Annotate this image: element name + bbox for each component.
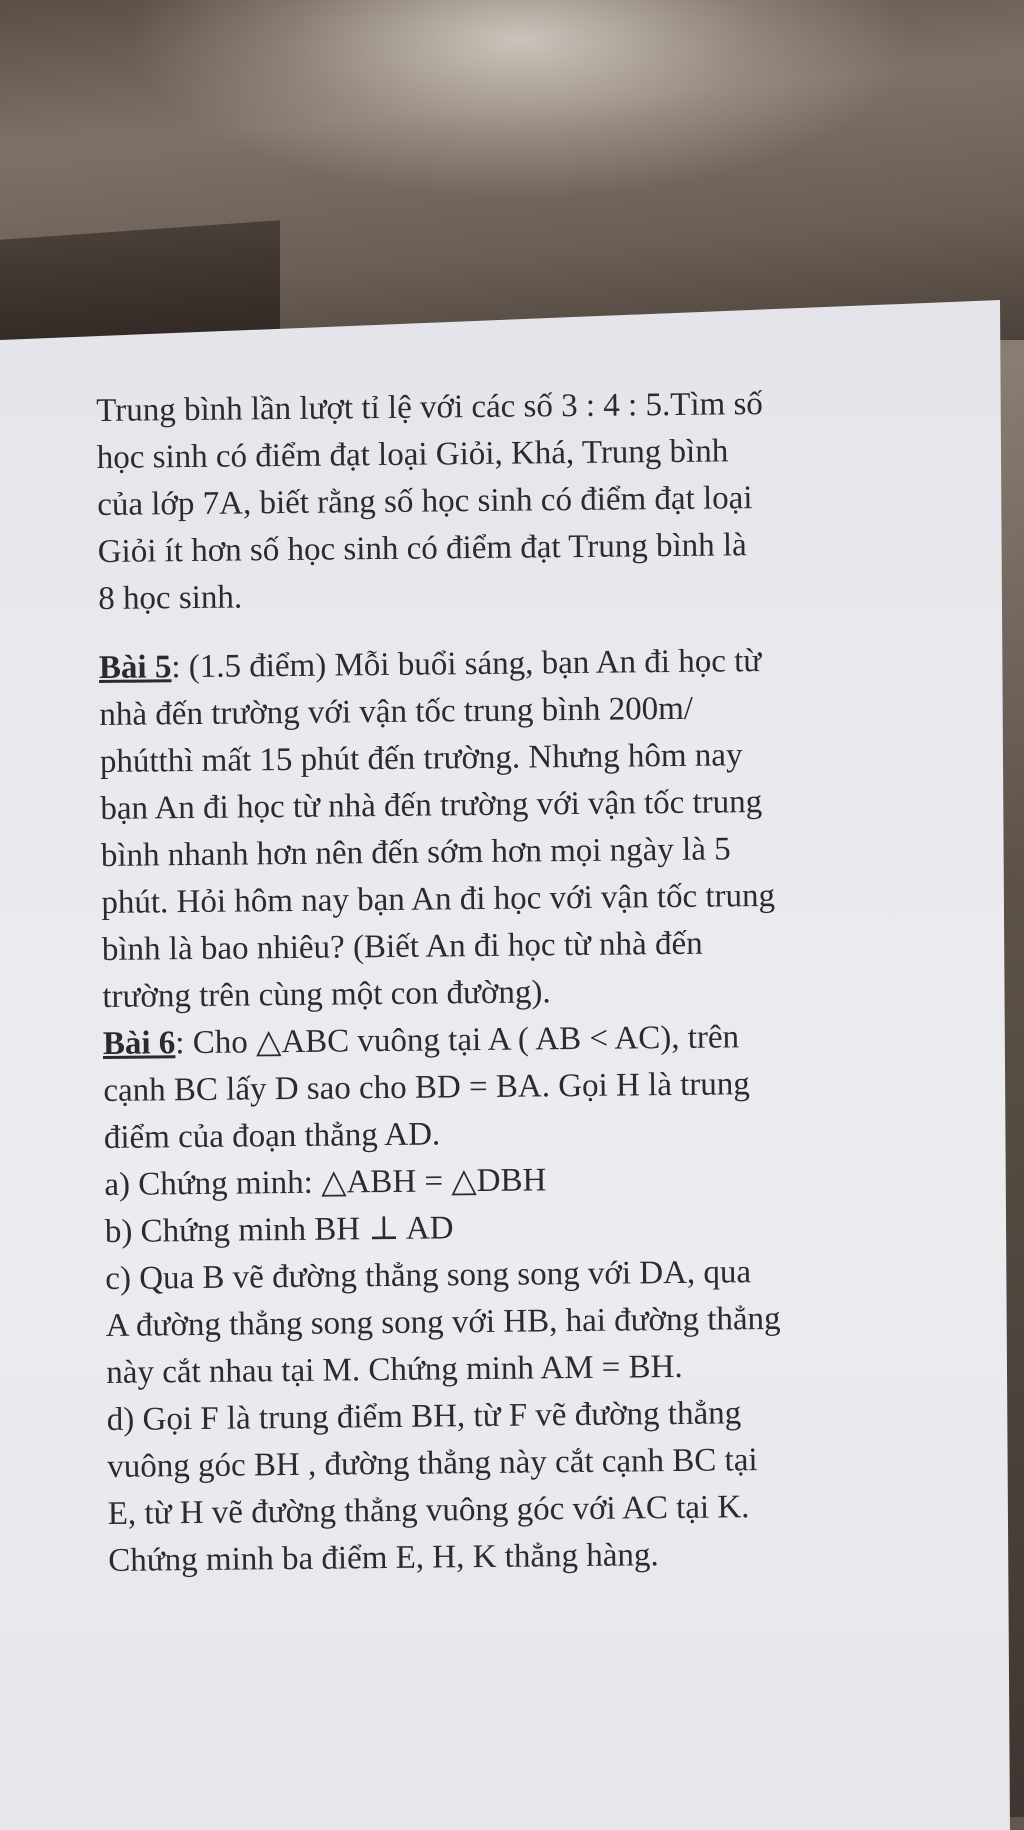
text-line: b) Chứng minh BH ⊥ AD	[104, 1210, 454, 1250]
text-line: điểm của đoạn thẳng AD.	[103, 1116, 441, 1156]
text-line: nhà đến trường với vận tốc trung bình 200m/	[99, 690, 694, 733]
text-line: học sinh có điểm đạt loại Giỏi, Khá, Trung bình	[96, 433, 729, 476]
background-shadow	[0, 220, 280, 350]
text-line: Trung bình lần lượt tỉ lệ với các số 3 : 4 : 5.Tìm số	[96, 386, 764, 429]
text-line: cạnh BC lấy D sao cho BD = BA. Gọi H là trung	[103, 1066, 750, 1109]
text-line: a) Chứng minh: △ABH = △DBH	[104, 1162, 547, 1203]
exercise-5-label: Bài 5	[98, 649, 172, 686]
part-d	[107, 1388, 955, 1585]
exercise-5	[99, 636, 949, 1021]
text-line: A đường thẳng song song với HB, hai đường thẳng	[105, 1300, 781, 1344]
exercise-5-text: : (1.5 điểm) Mỗi buổi sáng, bạn An đi học từ	[171, 643, 762, 686]
exercise-6-label: Bài 6	[102, 1025, 176, 1062]
exercise-6	[103, 1012, 955, 1585]
part-c	[105, 1247, 952, 1397]
text-line: c) Qua B vẽ đường thẳng song song với DA, qua	[105, 1254, 752, 1297]
text-line: bình là bao nhiêu? (Biết An đi học từ nhà đến	[101, 925, 703, 968]
text-line: 8 học sinh.	[98, 579, 243, 617]
text-line: Chứng minh ba điểm E, H, K thẳng hàng.	[108, 1537, 659, 1579]
text-line: phútthì mất 15 phút đến trường. Nhưng hôm nay	[99, 737, 743, 780]
text-line: này cắt nhau tại M. Chứng minh AM = BH.	[106, 1348, 683, 1391]
text-line: d) Gọi F là trung điểm BH, từ F vẽ đường thẳng	[106, 1395, 742, 1438]
text-line: Giỏi ít hơn số học sinh có điểm đạt Trung bình là	[97, 527, 747, 570]
text-line: trường trên cùng một con đường).	[102, 974, 551, 1015]
exercise-6-text: : Cho △ABC vuông tại A ( AB < AC), trên	[175, 1019, 740, 1062]
text-line: vuông góc BH , đường thẳng này cắt cạnh BC tại	[107, 1442, 758, 1485]
text-line: của lớp 7A, biết rằng số học sinh có điểm đạt loại	[97, 480, 753, 523]
text-line: bạn An đi học từ nhà đến trường với vận tốc trung	[100, 784, 763, 827]
text-line: bình nhanh hơn nên đến sớm hơn mọi ngày là 5	[100, 831, 731, 874]
intro-paragraph	[96, 379, 944, 623]
text-line: phút. Hỏi hôm nay bạn An đi học với vận tốc trung	[101, 877, 776, 921]
text-line: E, từ H vẽ đường thẳng vuông góc với AC tại K.	[107, 1489, 750, 1532]
exercise-text	[96, 379, 954, 1585]
